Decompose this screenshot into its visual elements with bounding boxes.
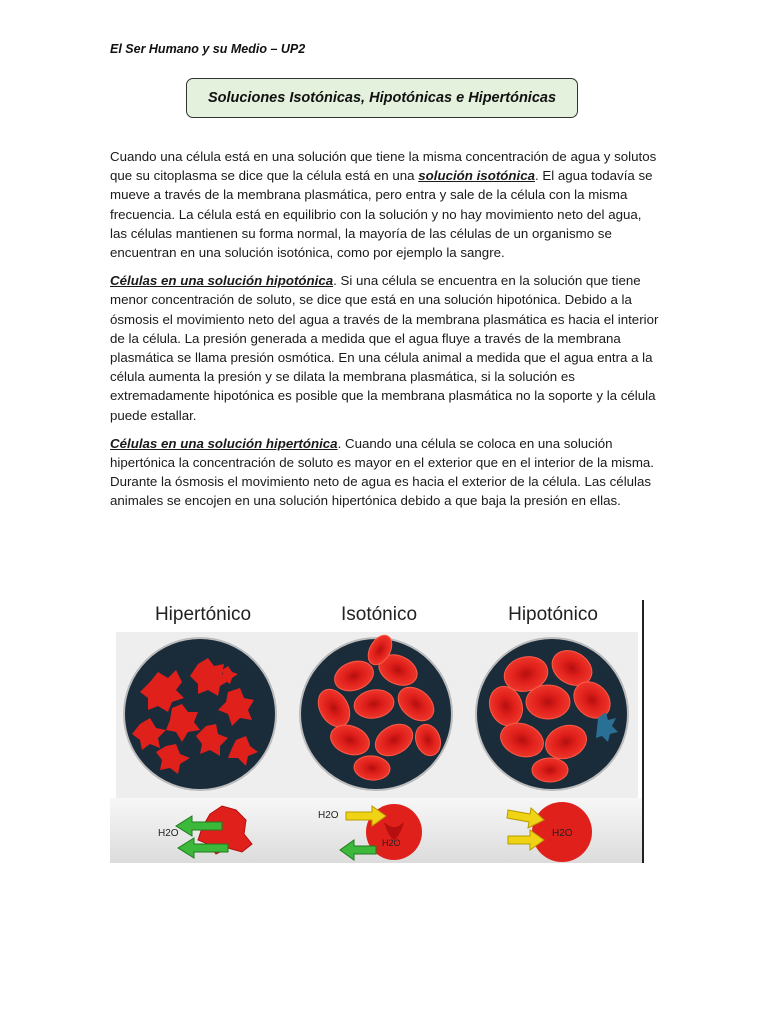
paragraph-hypotonic — [110, 271, 660, 425]
water-label-inside: H2O — [382, 838, 401, 848]
hypertonic-flow — [158, 806, 252, 858]
paragraph-text: Cuando una célula está en una solución que tiene la misma concentración de agua y solutos que su citoplasma se dice que la célula está en una — [110, 149, 657, 184]
osmosis-figure — [110, 600, 644, 863]
hypertonic-circle — [124, 638, 276, 790]
paragraph-text: . Cuando una célula se coloca en una solución hipertónica la concentración de soluto es mayor en el exterior que en el interior de la misma. Durante la ósmosis el movimiento neto de agua es hacia el exterior de la célula. Las células animales se encojen en una solución hipertónica debido a que baja la presión en ellas. — [110, 435, 654, 509]
isotonic-flow — [318, 804, 422, 860]
body-text — [110, 147, 660, 520]
water-label: H2O — [158, 828, 179, 839]
water-label: H2O — [318, 810, 339, 821]
paragraph-isotonic — [110, 147, 660, 262]
page-title: Soluciones Isotónicas, Hipotónicas e Hipertónicas — [207, 90, 557, 106]
hypotonic-circle — [476, 638, 628, 790]
term-hypertonic: Células en una solución hipertónica — [110, 435, 338, 451]
water-label-inside: H2O — [552, 828, 573, 839]
paragraph-text: . Si una célula se encuentra en la solución que tiene menor concentración de soluto, se dice que está en una solución hipotónica. Debido a la ósmosis el movimiento neto del agua a través de la membrana plasmática es hacia el interior de la célula. La presión generada a medida que el agua fluye a través de la membrana plasmática se llama presión osmótica. En una célula animal a medida que el agua entra a la célula aumenta la presión y se dilata la membrana plasmática, si la solución es extremadamente hipotónica es posible que la membrana plasmática no la soporte y la célula puede estallar. — [110, 273, 659, 423]
title-box — [186, 78, 578, 118]
page-header: El Ser Humano y su Medio – UP2 — [110, 42, 306, 56]
cells-illustration — [110, 600, 644, 863]
paragraph-hypertonic — [110, 434, 660, 511]
paragraph-text: . El agua todavía se mueve a través de la membrana plasmática, pero entra y sale de la célula con la misma frecuencia. La célula está en equilibrio con la solución y no hay movimiento neto del agua, las células mantienen su forma normal, la mayoría de las células de un organismo se encuentran en una solución isotónica, como por ejemplo la sangre. — [110, 168, 653, 261]
label-hypotonic: Hipotónico — [508, 604, 598, 625]
term-hypotonic: Células en una solución hipotónica — [110, 273, 334, 289]
hypotonic-flow — [507, 802, 592, 862]
label-isotonic: Isotónico — [340, 604, 418, 625]
label-hypertonic: Hipertónico — [154, 604, 252, 625]
term-isotonic: solución isotónica — [418, 168, 535, 184]
isotonic-circle — [300, 631, 452, 790]
